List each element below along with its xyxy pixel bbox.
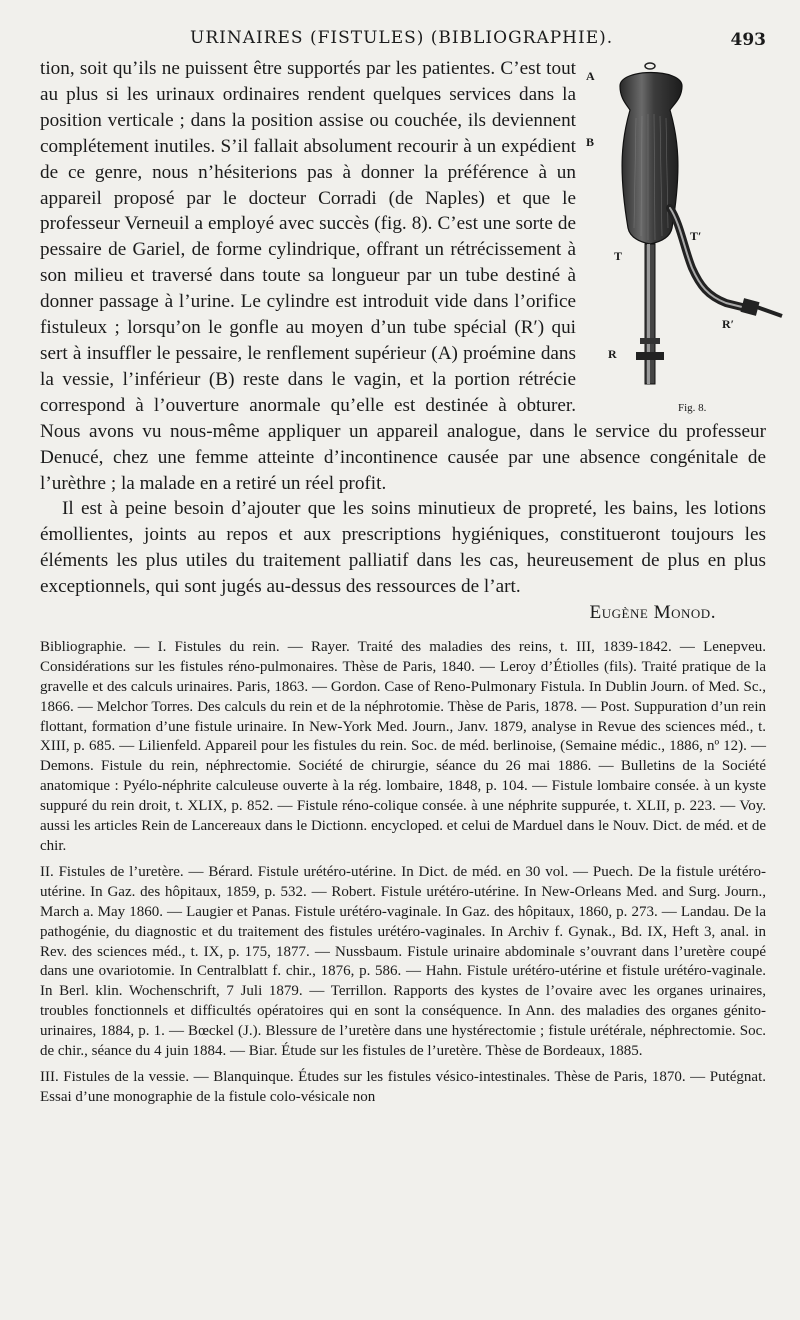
- label-t-prime: T′: [690, 229, 702, 243]
- figure-8: [586, 58, 786, 414]
- paragraph-2: [40, 496, 766, 600]
- biblio-section-bladder: III. Fistules de la vessie. — Blanquinque. Études sur les fistules vésico-intestinales. Thèse de Paris, 1870. — Putégnat. Essai d’une monographie de la fistule colo-vésicale non: [40, 1068, 766, 1105]
- author-signature: Eugène Monod.: [589, 602, 716, 624]
- document-page: [40, 22, 766, 1114]
- page-number: 493: [730, 30, 766, 50]
- figure-caption: Fig. 8.: [678, 402, 707, 414]
- bibliography: [40, 638, 766, 1108]
- label-r-prime: R′: [722, 317, 735, 331]
- label-a: A: [586, 69, 595, 83]
- paragraph-1: tion, soit qu’ils ne puissent être supportés par les patientes. C’est tout au plus si les urinaux ordinaires rendent quelques services dans la position verticale ; dans la position assise ou couchée, ils deviennent complétement inutiles. S’il fallait absolument recourir à un expédient de ce genre, nous n’hésiterions pas à donner la préférence à un appareil proposé par le docteur Corradi (de Naples) et que le professeur Verneuil a employé avec succès (fig. 8). C’est une sorte de pessaire de Gariel, de forme cylindrique, offrant un rétrécissement à son milieu et traversé dans toute sa longueur par un tube destiné à donner passage à l’urine. Le cylindre est introduit vide dans l’orifice fistuleux ; lorsqu’on le gonfle au moyen d’un tube spécial (R′) qui sert à insuffler le pessaire, le renflement supérieur (A) proémine dans la vessie, l’inférieur (B) reste dans le vagin, et la portion rétrécie correspond à l’ouverture anormale qu’elle est destinée à obturer. Nous avons vu nous-même appliquer un appareil analogue, dans le service du professeur Denucé, chez une femme atteinte d’incontinence causée par une absence congénitale de l’urèthre ; la malade en a retiré un réel profit.: [40, 58, 766, 494]
- label-b: B: [586, 135, 595, 149]
- biblio-section-kidney: Bibliographie. — I. Fistules du rein. — Rayer. Traité des maladies des reins, t. III, 1839-1842. — Lenepveu. Considérations sur les fistules réno-pulmonaires. Thèse de Paris, 1840. — Leroy d’Étiolles (fils). Traité pratique de la gravelle et des calculs urinaires. Paris, 1863. — Gordon. Case of Reno-Pulmonary Fistula. In Dublin Journ. of Med. Sc., 1866. — Melchor Torres. Des calculs du rein et de la néphrotomie. Thèse de Paris, 1878. — Post. Suppuration d’un rein flottant, formation d’une fistule urinaire. In New-York Med. Journ., Janv. 1879, analyse in Revue des sciences méd., t. XIII, p. 685. — Lilienfeld. Appareil pour les fistules du rein. Soc. de méd. berlinoise, (Semaine médic., 1886, nº 12). — Demons. Fistule du rein, néphrectomie. Société de chirurgie, séance du 26 mai 1886. — Bulletins de la Société anatomique : Pyélo-néphrite calculeuse ouverte à la rég. lombaire, 1848, p. 104. — Fistule lombaire consée. à un kyste suppuré du rein droit, t. XLIX, p. 852. — Fistule réno-colique consée. à une néphrite suppurée, t. XLII, p. 223. — Voy. aussi les articles Rein de Lancereaux dans le Dictionn. encycloped. et celui de Marduel dans le Nouv. Dict. de méd. et de chir.: [40, 638, 766, 854]
- main-text: [40, 56, 766, 626]
- label-t: T: [614, 249, 623, 263]
- running-head: URINAIRES (FISTULES) (BIBLIOGRAPHIE).: [190, 28, 614, 48]
- label-r: R: [608, 347, 617, 361]
- page-header: [40, 22, 766, 56]
- paragraph-2-text: Il est à peine besoin d’ajouter que les soins minutieux de propreté, les bains, les lotions émollientes, joints au repos et aux prescriptions hygiéniques, constitueront toujours les éléments les plus utiles du traitement palliatif dans les cas, heureusement de plus en plus exceptionnels, qui sont jugés au-dessus des ressources de l’art.: [40, 498, 766, 598]
- signature-line: [40, 600, 766, 626]
- biblio-section-ureter: II. Fistules de l’uretère. — Bérard. Fistule urétéro-utérine. In Dict. de méd. en 30 vol. — Puech. De la fistule urétéro-utérine. In Gaz. des hôpitaux, 1859, p. 532. — Robert. Fistule urétéro-utérine. In New-Orleans Med. and Surg. Journ., March a. May 1860. — Laugier et Panas. Fistule urétéro-vaginale. In Gaz. des hôpitaux, 1860, p. 273. — Landau. De la pathogénie, du diagnostic et du traitement des fistules urétéro-vaginales. In Archiv f. Gynak., Bd. IX, Heft 3, anal. in Rev. des sciences méd., t. IX, p. 175, 1877. — Nussbaum. Fistule urinaire abdominale s’ouvrant dans l’uretère coupé dans une ovariotomie. In Centralblatt f. chir., 1876, p. 586. — Hahn. Fistule urétéro-utérine et fistule urétéro-vaginale. In Berl. klin. Wochenschrift, 7 Juli 1879. — Terrillon. Rapports des kystes de l’ovaire avec les organes urinaires, troubles fonctionnels et difficultés opératoires qui en sont la conséquence. In Ann. des maladies des organes génito-urinaires, 1884, p. 1. — Bœckel (J.). Blessure de l’uretère dans une hystérectomie ; fistule urétérale, néphrectomie. Soc. de chir., séance du 4 juin 1884. — Biar. Étude sur les fistules de l’uretère. Thèse de Bordeaux, 1885.: [40, 863, 766, 1060]
